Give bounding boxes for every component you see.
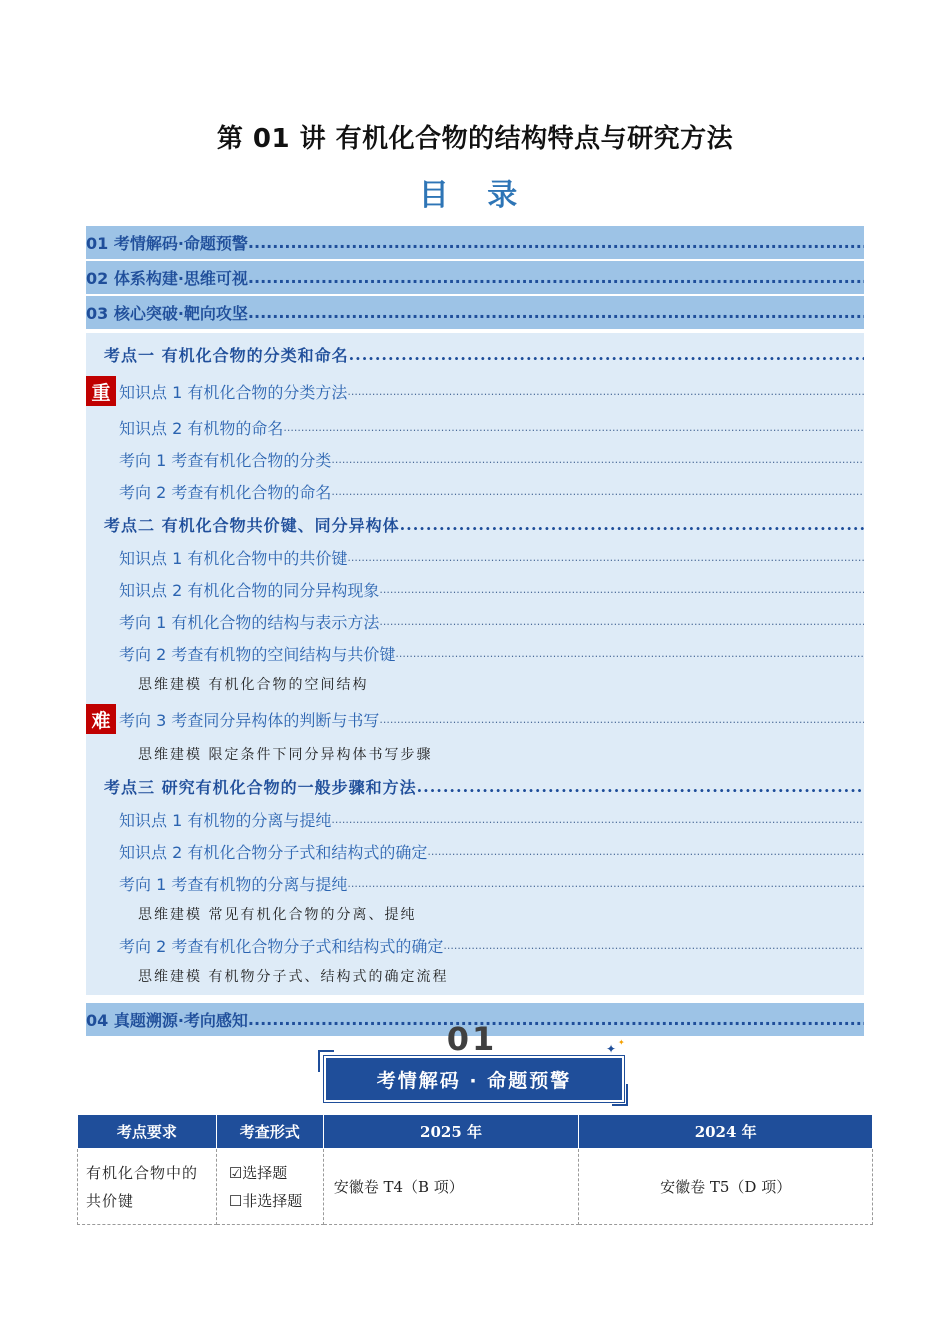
toc-item[interactable]: 考向 1 有机化合物的结构与表示方法 ..... — [86, 605, 864, 637]
toc-item[interactable]: 知识点 1 有机化合物中的共价键 ..... — [86, 541, 864, 573]
toc-subsections — [86, 333, 864, 995]
toc-item[interactable]: 考向 2 考查有机化合物的命名 ..... — [86, 475, 864, 507]
toc-mind-model[interactable]: 思维建模 有机化合物的空间结构 — [138, 677, 369, 693]
banner-number: 01 — [446, 1020, 498, 1058]
toc-section-04[interactable]: 04 真题溯源·考向感知 ..... — [86, 1003, 864, 1036]
page-title: 第 01 讲 有机化合物的结构特点与研究方法 — [216, 124, 734, 154]
toc-item[interactable]: 知识点 2 有机化合物分子式和结构式的确定 ..... — [86, 835, 864, 867]
toc-item[interactable]: 重 知识点 1 有机化合物的分类方法 ..... — [86, 371, 864, 411]
checked-option: ☑选择题 — [228, 1163, 288, 1182]
toc-section-03[interactable]: 03 核心突破·靶向攻坚 ..... — [86, 296, 864, 329]
toc-section-02[interactable]: 02 体系构建·思维可视 ..... — [86, 261, 864, 294]
toc-mind-model[interactable]: 思维建模 限定条件下同分异构体书写步骤 — [138, 747, 433, 763]
toc-item[interactable]: 知识点 2 有机物的命名 ..... — [86, 411, 864, 443]
toc-item[interactable]: 知识点 2 有机化合物的同分异构现象 ..... — [86, 573, 864, 605]
key-point-badge: 重 — [86, 376, 116, 406]
cell-form — [216, 1149, 323, 1225]
cell-2025: 安徽卷 T4（B 项） — [323, 1149, 579, 1225]
table-row — [78, 1149, 873, 1225]
table-of-contents — [86, 226, 864, 1038]
toc-item[interactable]: 考向 1 考查有机物的分离与提纯 ..... — [86, 867, 864, 899]
sparkle-icon: ✦ — [618, 1038, 625, 1047]
cell-topic: 有机化合物中的共价键 — [78, 1149, 217, 1225]
toc-heading: 目 录 — [418, 178, 532, 213]
banner-label: 考情解码 · 命题预警 — [326, 1058, 622, 1100]
exam-requirements-table — [77, 1114, 873, 1225]
toc-kaodian-3[interactable]: 考点三 研究有机化合物的一般步骤和方法 ..... — [86, 769, 864, 803]
sparkle-icon: ✦ — [606, 1042, 617, 1056]
section-banner — [316, 1020, 636, 1110]
header-2024: 2024 年 — [579, 1115, 873, 1149]
toc-item[interactable]: 考向 1 考查有机化合物的分类 ..... — [86, 443, 864, 475]
toc-item[interactable]: 考向 2 考查有机物的空间结构与共价键 ..... — [86, 637, 864, 669]
cell-2024: 安徽卷 T5（D 项） — [579, 1149, 873, 1225]
toc-mind-model[interactable]: 思维建模 有机物分子式、结构式的确定流程 — [138, 969, 449, 985]
toc-kaodian-2[interactable]: 考点二 有机化合物共价键、同分异构体 ..... — [86, 507, 864, 541]
toc-item[interactable]: 难 考向 3 考查同分异构体的判断与书写 ..... — [86, 699, 864, 739]
header-topic: 考点要求 — [78, 1115, 217, 1149]
unchecked-option: ☐非选择题 — [228, 1191, 303, 1210]
toc-section-01[interactable]: 01 考情解码·命题预警 ..... — [86, 226, 864, 259]
header-2025: 2025 年 — [323, 1115, 579, 1149]
toc-item[interactable]: 知识点 1 有机物的分离与提纯 ..... — [86, 803, 864, 835]
toc-mind-model[interactable]: 思维建模 常见有机化合物的分离、提纯 — [138, 907, 417, 923]
toc-item[interactable]: 考向 2 考查有机化合物分子式和结构式的确定 ..... — [86, 929, 864, 961]
table-header-row — [78, 1115, 873, 1149]
toc-kaodian-1[interactable]: 考点一 有机化合物的分类和命名 ..... — [86, 337, 864, 371]
header-form: 考查形式 — [216, 1115, 323, 1149]
difficult-point-badge: 难 — [86, 704, 116, 734]
